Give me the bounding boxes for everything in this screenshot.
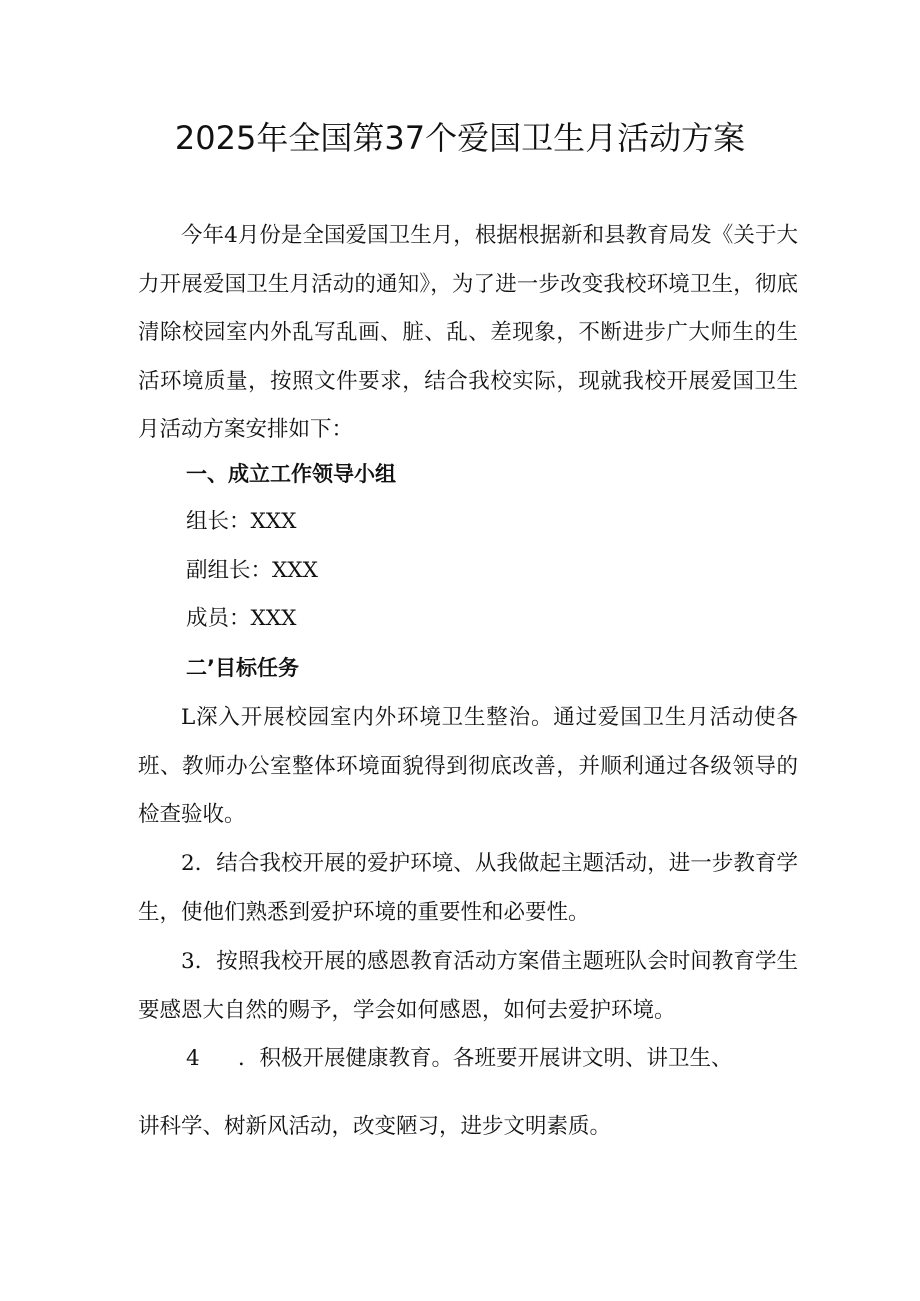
vice-leader-line: 副组长：XXX	[186, 558, 318, 583]
task-item-1: L深入开展校园室内外环境卫生整治。通过爱国卫生月活动使各班、教师办公室整体环境面貌得到彻底改善，并顺利通过各级领导的检查验收。	[138, 705, 798, 827]
task-item-4-first-line: ．积极开展健康教育。各班要开展讲文明、讲卫生、	[238, 1046, 733, 1071]
task-item-4-number: 4	[186, 1046, 200, 1071]
leader-line: 组长：XXX	[186, 509, 297, 534]
section2-heading: 二’目标任务	[186, 656, 299, 680]
members-line: 成员：XXX	[186, 606, 297, 631]
task-item-2: 2．结合我校开展的爱护环境、从我做起主题活动，进一步教育学生，使他们熟悉到爱护环境的重要性和必要性。	[138, 851, 798, 925]
section1-heading: 一、成立工作领导小组	[186, 462, 396, 486]
task-item-3: 3．按照我校开展的感恩教育活动方案借主题班队会时间教育学生要感恩大自然的赐予，学会如何感恩，如何去爱护环境。	[138, 949, 798, 1023]
intro-paragraph: 今年4月份是全国爱国卫生月，根据根据新和县教育局发《关于大力开展爱国卫生月活动的通知》，为了进一步改变我校环境卫生，彻底清除校园室内外乱写乱画、脏、乱、差现象，不断进步广大师生的生活环境质量，按照文件要求，结合我校实际，现就我校开展爱国卫生月活动方案安排如下：	[138, 223, 798, 442]
document-title: 2025年全国第37个爱国卫生月活动方案	[174, 119, 746, 157]
task-item-4-second-line: 讲科学、树新风活动，改变陋习，进步文明素质。	[138, 1114, 612, 1139]
